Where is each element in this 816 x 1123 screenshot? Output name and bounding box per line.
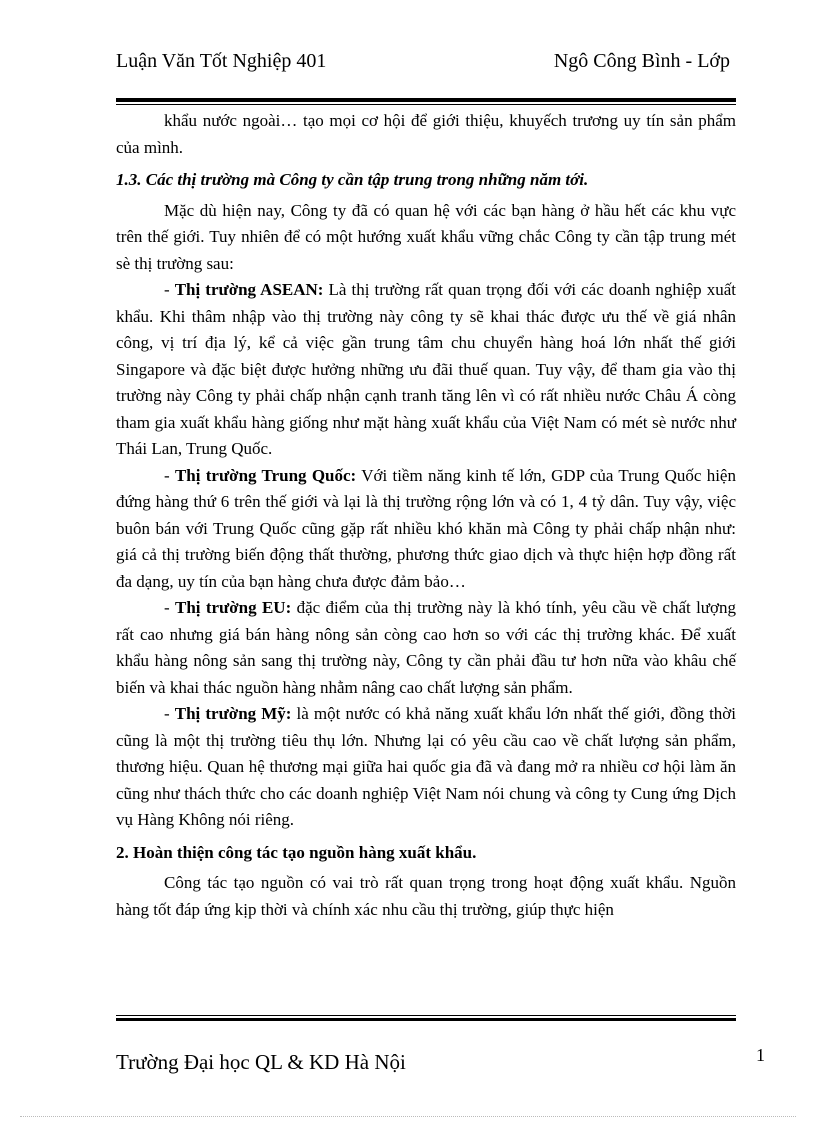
- list-item-eu: - Thị trường EU: đặc điểm của thị trường này là khó tính, yêu cầu về chất lượng rất cao nhưng giá bán hàng nông sản còng cao hơn so với các thị trường khác. Để xuất khẩu hàng nông sản sang thị trường này, Công ty cần phải đầu tư hơn nữa vào khâu chế biến và khai thác nguồn hàng nhằm nâng cao chất lượng sản phẩm.: [116, 598, 737, 697]
- list-item-us: - Thị trường Mỹ: là một nước có khả năng xuất khẩu lớn nhất thế giới, đồng thời cũng là một thị trường tiêu thụ lớn. Nhưng lại có yêu cầu cao về chất lượng sản phẩm, thương hiệu. Quan hệ thương mại giữa hai quốc gia đã và đang mở ra nhiều cơ hội làm ăn cũng như thách thức cho các doanh nghiệp Việt Nam nói chung và công ty Cung ứng Dịch vụ Hàng Không nói riêng.: [116, 704, 737, 829]
- paragraph-intro: khẩu nước ngoài… tạo mọi cơ hội để giới thiệu, khuyếch trương uy tín sản phẩm của mình.: [116, 111, 736, 157]
- eu-label: Thị trường EU:: [175, 598, 292, 617]
- header-left-text: Luận Văn Tốt Nghiệp 401: [116, 50, 327, 72]
- us-label: Thị trường Mỹ:: [174, 704, 292, 723]
- china-label: Thị trường Trung Quốc:: [174, 465, 357, 485]
- footer-rule: [116, 1015, 736, 1021]
- china-text: Với tiềm năng kinh tế lớn, GDP của Trung Quốc hiện đứng hàng thứ 6 trên thế giới và lại là thị trường rộng lớn và có 1, 4 tỷ dân. Tuy vậy, việc buôn bán với Trung Quốc cũng gặp rất nhiều khó khăn mà Công ty phải chấp nhận như: giá cả thị trường biến động thất thường, phương thức giao dịch và thực hiện hợp đồng rất đa dạng, uy tín của bạn hàng chưa được đảm bảo…: [116, 465, 736, 591]
- paragraph-sourcing: Công tác tạo nguồn có vai trò rất quan trọng trong hoạt động xuất khẩu. Nguồn hàng tốt đáp ứng kịp thời và chính xác nhu cầu thị trường, giúp thực hiện: [116, 873, 736, 919]
- eu-text: đặc điểm của thị trường này là khó tính, yêu cầu về chất lượng rất cao nhưng giá bán hàng nông sản còng cao hơn so với các thị trường khác. Để xuất khẩu hàng nông sản sang thị trường này, Công ty cần phải đầu tư hơn nữa vào khâu chế biến và khai thác nguồn hàng nhằm nâng cao chất lượng sản phẩm.: [116, 598, 737, 697]
- header-right-text: Ngô Công Bình - Lớp: [553, 50, 730, 72]
- paragraph-markets-intro: Mặc dù hiện nay, Công ty đã có quan hệ với các bạn hàng ở hầu hết các khu vực trên thế giới. Tuy nhiên để có một hướng xuất khẩu vững chắc Công ty cần tập trung mét sè thị trường sau:: [116, 200, 736, 273]
- document-body: [116, 108, 736, 923]
- us-text: là một nước có khả năng xuất khẩu lớn nhất thế giới, đồng thời cũng là một thị trường tiêu thụ lớn. Nhưng lại có yêu cầu cao về chất lượng sản phẩm, thương hiệu. Quan hệ thương mại giữa hai quốc gia đã và đang mở ra nhiều cơ hội làm ăn cũng như thách thức cho các doanh nghiệp Việt Nam nói chung và công ty Cung ứng Dịch vụ Hàng Không nói riêng.: [116, 704, 737, 829]
- page-header: [116, 48, 736, 75]
- section-heading-2: 2. Hoàn thiện công tác tạo nguồn hàng xuất khẩu.: [116, 842, 477, 862]
- page-number: 1: [756, 1045, 765, 1065]
- header-rule: [116, 98, 736, 105]
- page-break-divider: [20, 1116, 796, 1117]
- asean-text: Là thị trường rất quan trọng đối với các doanh nghiệp xuất khẩu. Khi thâm nhập vào thị trường này công ty sẽ khai thác được ưu thế về giá nhân công, vị trí địa lý, kể cả việc gần trung tâm chu chuyển hàng hoá lớn nhất thế giới Singapore và đặc biệt được hưởng những ưu đãi thuế quan. Tuy vậy, để tham gia vào thị trường này Công ty phải chấp nhận cạnh tranh tăng lên vì có rất nhiều nước Châu Á còng tham gia xuất khẩu hàng giống như mặt hàng xuất khẩu của Việt Nam có mét sè nước như Thái Lan, Trung Quốc.: [116, 280, 736, 458]
- section-heading-1-3: 1.3. Các thị trường mà Công ty cần tập trung trong những năm tới.: [116, 170, 589, 189]
- asean-label: Thị trường ASEAN:: [174, 280, 324, 299]
- footer-text: Trường Đại học QL & KD Hà Nội: [116, 1050, 406, 1074]
- list-item-china: - Thị trường Trung Quốc: Với tiềm năng kinh tế lớn, GDP của Trung Quốc hiện đứng hàng thứ 6 trên thế giới và lại là thị trường rộng lớn và có 1, 4 tỷ dân. Tuy vậy, việc buôn bán với Trung Quốc cũng gặp rất nhiều khó khăn mà Công ty phải chấp nhận như: giá cả thị trường biến động thất thường, phương thức giao dịch và thực hiện hợp đồng rất đa dạng, uy tín của bạn hàng chưa được đảm bảo…: [116, 465, 736, 591]
- list-item-asean: - Thị trường ASEAN: Là thị trường rất quan trọng đối với các doanh nghiệp xuất khẩu. Khi thâm nhập vào thị trường này công ty sẽ khai thác được ưu thế về giá nhân công, vị trí địa lý, kể cả việc gần trung tâm chu chuyển hàng hoá lớn nhất thế giới Singapore và đặc biệt được hưởng những ưu đãi thuế quan. Tuy vậy, để tham gia vào thị trường này Công ty phải chấp nhận cạnh tranh tăng lên vì có rất nhiều nước Châu Á còng tham gia xuất khẩu hàng giống như mặt hàng xuất khẩu của Việt Nam có mét sè nước như Thái Lan, Trung Quốc.: [116, 280, 736, 458]
